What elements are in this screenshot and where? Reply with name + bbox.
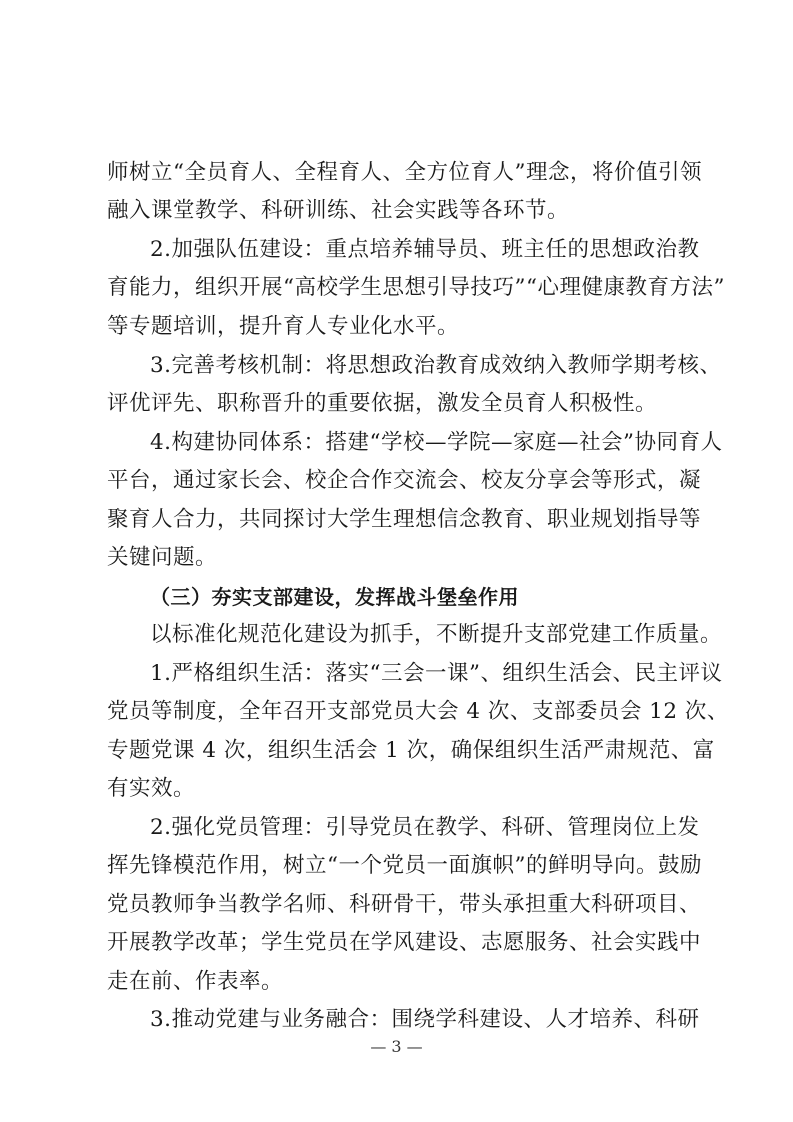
text-line: 有实效。 [107, 776, 196, 801]
text-line: 评优评先、职称晋升的重要依据，激发全员育人积极性。 [107, 391, 658, 416]
text-line: 党员教师争当教学名师、科研骨干，带头承担重大科研项目、 [107, 892, 702, 917]
text-line: 专题党课 4 次，组织生活会 1 次，确保组织生活严肃规范、富 [107, 738, 715, 763]
text-line: 2.加强队伍建设：重点培养辅导员、班主任的思想政治教 [150, 237, 700, 262]
text-line: 师树立“全员育人、全程育人、全方位育人”理念，将价值引领 [107, 160, 702, 185]
text-line: 以标准化规范化建设为抓手，不断提升支部党建工作质量。 [150, 622, 723, 647]
text-line: 4.构建协同体系：搭建“学校—学院—家庭—社会”协同育人 [150, 430, 723, 455]
section-heading: （三）夯实支部建设，发挥战斗堡垒作用 [150, 585, 519, 609]
text-line: 1.严格组织生活：落实“三会一课”、组织生活会、民主评议 [150, 661, 723, 686]
text-line: 党员等制度，全年召开支部党员大会 4 次、支部委员会 12 次、 [107, 699, 729, 724]
text-line: 等专题培训，提升育人专业化水平。 [107, 314, 460, 339]
text-line: 聚育人合力，共同探讨大学生理想信念教育、职业规划指导等 [107, 507, 702, 532]
text-line: 3.推动党建与业务融合：围绕学科建设、人才培养、科研 [150, 1007, 700, 1032]
text-line: 育能力，组织开展“高校学生思想引导技巧”“心理健康教育方法” [107, 275, 725, 300]
text-line: 开展教学改革；学生党员在学风建设、志愿服务、社会实践中 [107, 930, 702, 955]
text-line: 融入课堂教学、科研训练、社会实践等各环节。 [107, 198, 570, 223]
text-line: 3.完善考核机制：将思想政治教育成效纳入教师学期考核、 [150, 353, 722, 378]
text-line: 平台，通过家长会、校企合作交流会、校友分享会等形式，凝 [107, 468, 702, 493]
text-line: 挥先锋模范作用，树立“一个党员一面旗帜”的鲜明导向。鼓励 [107, 853, 702, 878]
text-line: 走在前、作表率。 [107, 969, 284, 994]
page-number: — 3 — [370, 1037, 423, 1056]
text-line: 2.强化党员管理：引导党员在教学、科研、管理岗位上发 [150, 815, 700, 840]
text-line: 关键问题。 [107, 545, 218, 570]
